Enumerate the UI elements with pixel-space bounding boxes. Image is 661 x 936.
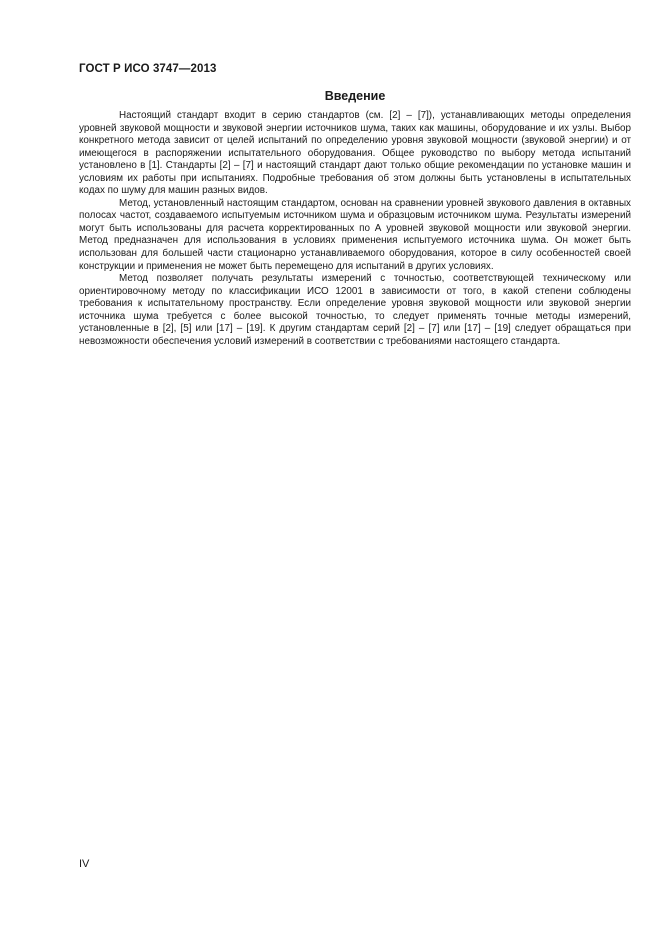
paragraph: Настоящий стандарт входит в серию стандартов (см. [2] – [7]), устанавливающих методы определения уровней звуковой мощности и звуковой энергии источников шума, таких как машины, оборудование и их узлы. Выбор конкретного метода зависит от целей испытаний по определению уровня звуковой мощности (звуковой энергии) и от имеющегося в распоряжении испытательного оборудования. Общее руководство по выбору метода испытаний установлено в [1]. Стандарты [2] – [7] и настоящий стандарт дают только общие рекомендации по установке машин и условиям их работы при испытаниях. Подробные требования об этом должны быть установлены в испытательных кодах по шуму для машин разных видов. — [79, 110, 631, 197]
paragraph: Метод позволяет получать результаты измерений с точностью, соответствующей техническому или ориентировочному методу по классификации ИСО 12001 в зависимости от того, в какой степени соблюдены требования к испытательному пространству. Если определение уровня звуковой мощности или звуковой энергии источника шума требуется с более высокой точностью, то следует применять точные методы измерений, установленные в [2], [5] или [17] – [19]. К другим стандартам серий [2] – [7] или [17] – [19] следует обращаться при невозможности обеспечения условий измерений в соответствии с требованиями настоящего стандарта. — [79, 273, 631, 347]
document-header: ГОСТ Р ИСО 3747—2013 — [79, 63, 217, 75]
page-number: IV — [79, 858, 90, 870]
section-title: Введение — [324, 89, 386, 103]
paragraph: Метод, установленный настоящим стандартом, основан на сравнении уровней звукового давления в октавных полосах частот, создаваемого испытуемым источником шума и образцовым источником шума. Результаты измерений могут быть использованы для расчета корректированных по А уровней звуковой мощности или звуковой энергии. Метод предназначен для использования в условиях применения испытуемого источника шума. Он может быть использован для большей части стационарно устанавливаемого оборудования, которое в силу особенностей своей конструкции и применения не может быть перемещено для испытаний в других условиях. — [79, 197, 631, 272]
body-text — [79, 110, 631, 348]
